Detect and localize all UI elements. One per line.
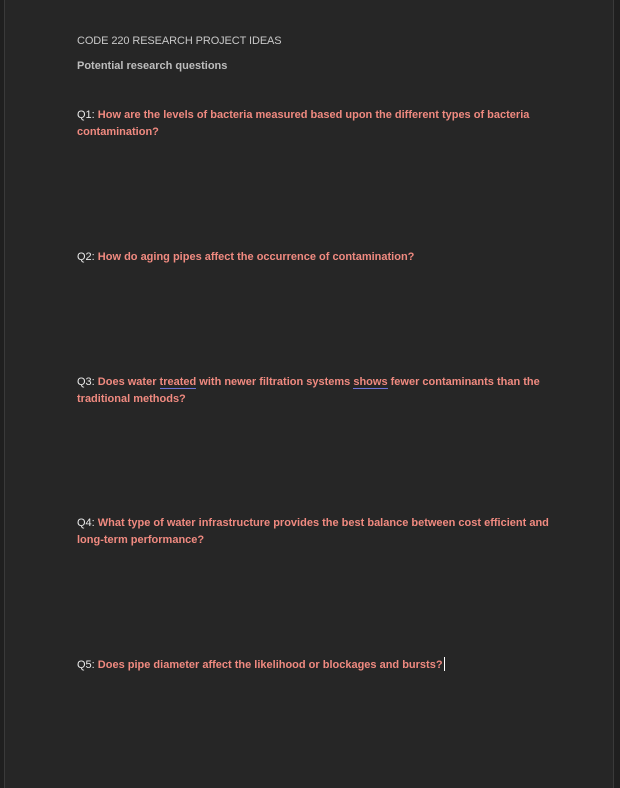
document-title: CODE 220 RESEARCH PROJECT IDEAS [77,35,282,47]
question-text: Does pipe diameter affect the likelihood or blockages and bursts? [97,659,443,671]
question-4[interactable] [77,515,557,549]
question-text-part: fewer contaminants than the traditional methods? [77,376,540,405]
document-page[interactable] [4,0,614,788]
question-text: How do aging pipes affect the occurrence of contamination? [97,251,415,263]
question-label: Q5: [77,659,98,671]
question-2[interactable] [77,249,557,266]
document-subtitle: Potential research questions [77,60,228,72]
question-label: Q3: [77,376,98,388]
question-text-part: with newer filtration systems [196,376,354,388]
question-1[interactable] [77,107,557,141]
question-5[interactable] [77,657,557,674]
document-body[interactable] [77,34,557,671]
question-text: How are the levels of bacteria measured based upon the different types of bacteria contamination? [77,109,530,138]
question-text-part: Does water [97,376,160,388]
spellcheck-flagged-word[interactable]: treated [159,376,197,388]
question-label: Q1: [77,109,98,121]
question-3[interactable] [77,374,557,408]
question-text: What type of water infrastructure provides the best balance between cost efficient and long-term performance? [77,517,549,546]
question-label: Q2: [77,251,98,263]
spellcheck-flagged-word[interactable]: shows [353,376,388,388]
question-label: Q4: [77,517,98,529]
text-cursor [444,657,445,671]
